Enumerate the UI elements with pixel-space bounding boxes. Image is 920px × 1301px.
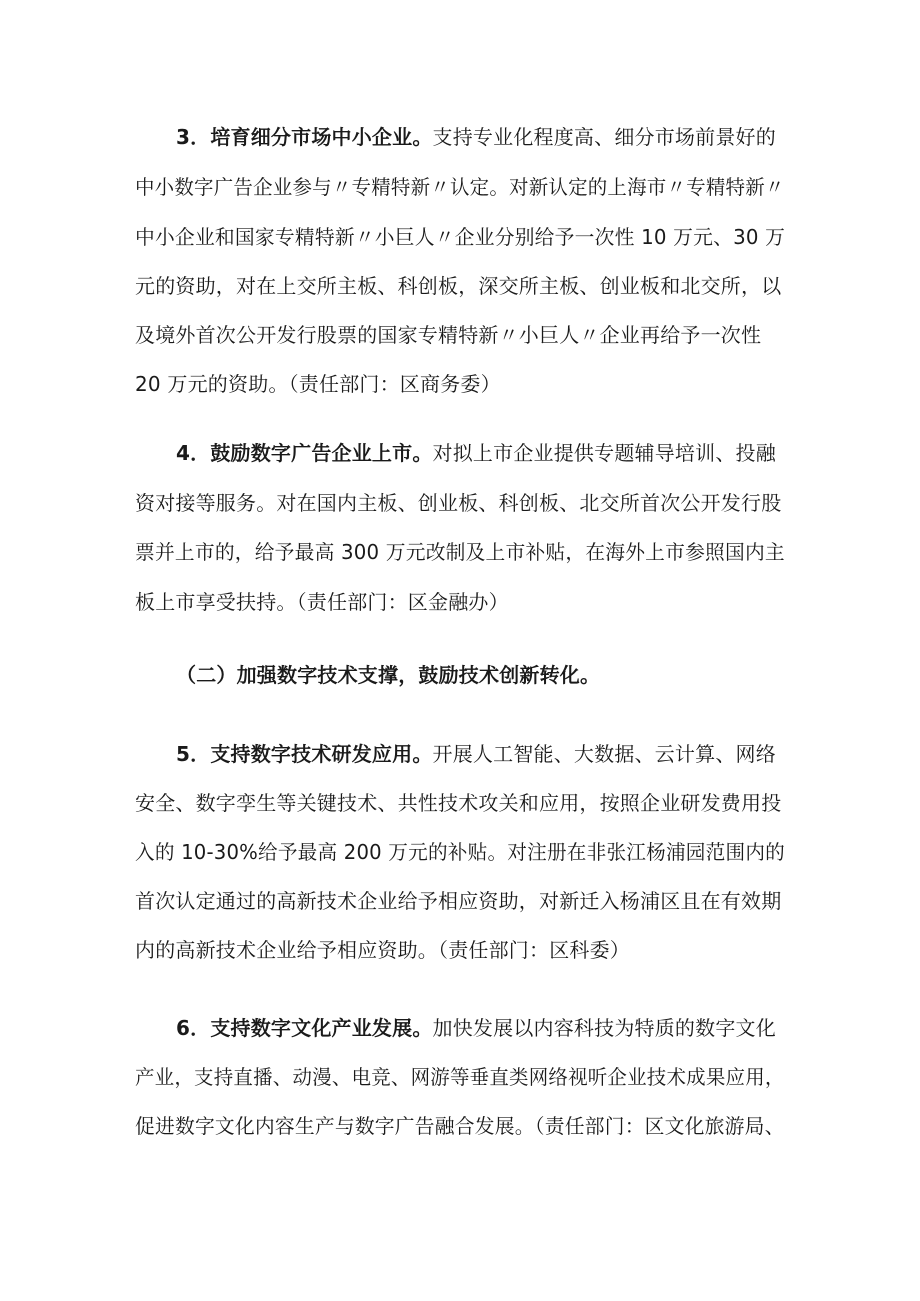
- item-3-line-5: 及境外首次公开发行股票的国家专精特新〃小巨人〃企业再给予一次性: [135, 323, 762, 347]
- item-6-line-1: [176, 1014, 776, 1042]
- item-6-line-2: 产业，支持直播、动漫、电竞、网游等垂直类网络视听企业技术成果应用，: [135, 1065, 785, 1089]
- item-3-text-1: 支持专业化程度高、细分市场前景好的: [432, 125, 776, 149]
- item-5-text-1: 开展人工智能、大数据、云计算、网络: [432, 742, 776, 766]
- item-5-title: 5．支持数字技术研发应用。: [176, 742, 433, 766]
- item-5-line-4: 首次认定通过的高新技术企业给予相应资助，对新迁入杨浦区且在有效期: [135, 889, 782, 913]
- item-4-title: 4．鼓励数字广告企业上市。: [176, 441, 433, 465]
- item-5-line-5: 内的高新技术企业给予相应资助。（责任部门：区科委）: [135, 938, 630, 962]
- item-4-line-2: 资对接等服务。对在国内主板、创业板、科创板、北交所首次公开发行股: [135, 491, 782, 515]
- item-4-line-3: 票并上市的，给予最高 300 万元改制及上市补贴，在海外上市参照国内主: [135, 540, 785, 564]
- item-6-line-3: 促进数字文化内容生产与数字广告融合发展。（责任部门：区文化旅游局、: [135, 1114, 785, 1138]
- item-6-text-1: 加快发展以内容科技为特质的数字文化: [432, 1016, 776, 1040]
- item-4-text-1: 对拟上市企业提供专题辅导培训、投融: [432, 441, 776, 465]
- item-5-line-2: 安全、数字孪生等关键技术、共性技术攻关和应用，按照企业研发费用投: [135, 791, 782, 815]
- item-4-line-1: [176, 439, 776, 467]
- item-3-line-2: 中小数字广告企业参与〃专精特新〃认定。对新认定的上海市〃专精特新〃: [135, 175, 785, 199]
- item-6-title: 6．支持数字文化产业发展。: [176, 1016, 433, 1040]
- item-5-line-1: [176, 740, 776, 768]
- item-3-line-1: [176, 123, 776, 151]
- item-3-line-4: 元的资助，对在上交所主板、科创板，深交所主板、创业板和北交所，以: [135, 274, 782, 298]
- item-3-line-3: 中小企业和国家专精特新〃小巨人〃企业分别给予一次性 10 万元、30 万: [135, 225, 786, 249]
- item-3-line-6: 20 万元的资助。（责任部门：区商务委）: [135, 372, 501, 396]
- item-4-line-4: 板上市享受扶持。（责任部门：区金融办）: [135, 590, 509, 614]
- item-5-line-3: 入的 10-30%给予最高 200 万元的补贴。对注册在非张江杨浦园范围内的: [135, 840, 785, 864]
- section-heading-2: （二）加强数字技术支撑，鼓励技术创新转化。: [176, 663, 601, 687]
- item-3-title: 3．培育细分市场中小企业。: [176, 125, 433, 149]
